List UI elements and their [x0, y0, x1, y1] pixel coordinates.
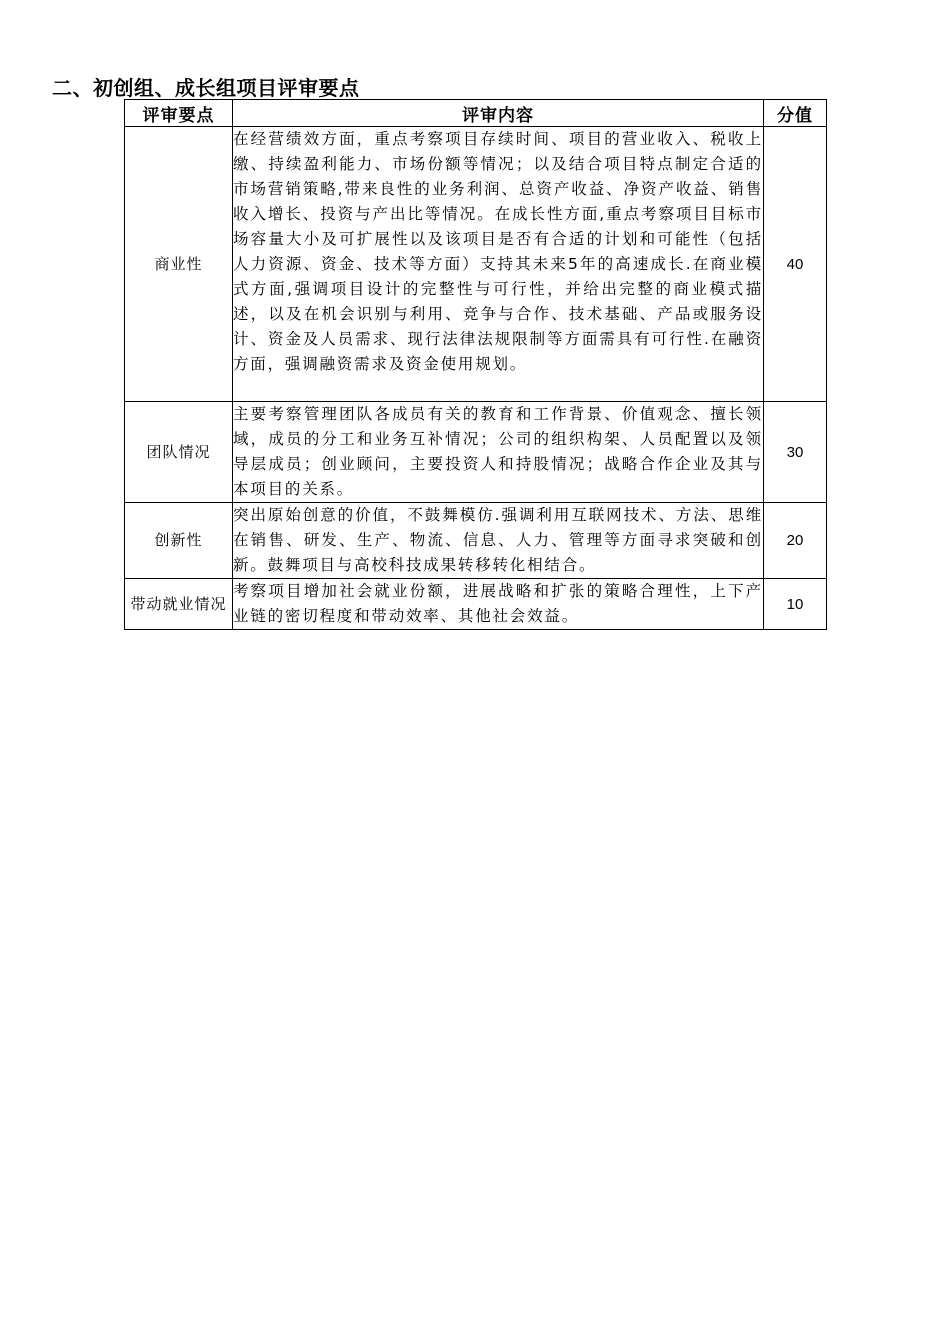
review-point-cell: 商业性 [125, 127, 233, 402]
header-review-point: 评审要点 [125, 100, 233, 127]
review-point-cell: 带动就业情况 [125, 579, 233, 630]
review-point-cell: 团队情况 [125, 402, 233, 503]
score-cell: 30 [764, 402, 827, 503]
table-row [125, 402, 827, 503]
score-cell: 20 [764, 503, 827, 579]
review-content-cell: 在经营绩效方面，重点考察项目存续时间、项目的营业收入、税收上缴、持续盈利能力、市场份额等情况；以及结合项目特点制定合适的市场营销策略,带来良性的业务利润、总资产收益、净资产收益、销售收入增长、投资与产出比等情况。在成长性方面,重点考察项目目标市场容量大小及可扩展性以及该项目是否有合适的计划和可能性（包括人力资源、资金、技术等方面）支持其未来5年的高速成长.在商业模式方面,强调项目设计的完整性与可行性，并给出完整的商业模式描述，以及在机会识别与利用、竞争与合作、技术基础、产品或服务设计、资金及人员需求、现行法律法规限制等方面需具有可行性.在融资方面，强调融资需求及资金使用规划。 [233, 127, 764, 402]
header-score: 分值 [764, 100, 827, 127]
review-criteria-table [124, 99, 827, 630]
section-title: 二、初创组、成长组项目评审要点 [52, 76, 360, 100]
review-content-cell: 突出原始创意的价值，不鼓舞模仿.强调利用互联网技术、方法、思维在销售、研发、生产、物流、信息、人力、管理等方面寻求突破和创新。鼓舞项目与高校科技成果转移转化相结合。 [233, 503, 764, 579]
header-review-content: 评审内容 [233, 100, 764, 127]
review-content-cell: 考察项目增加社会就业份额，进展战略和扩张的策略合理性，上下产业链的密切程度和带动效率、其他社会效益。 [233, 579, 764, 630]
review-point-cell: 创新性 [125, 503, 233, 579]
table-row [125, 579, 827, 630]
score-cell: 40 [764, 127, 827, 402]
review-content-cell: 主要考察管理团队各成员有关的教育和工作背景、价值观念、擅长领域，成员的分工和业务互补情况；公司的组织构架、人员配置以及领导层成员；创业顾问，主要投资人和持股情况；战略合作企业及其与本项目的关系。 [233, 402, 764, 503]
table-row [125, 503, 827, 579]
table-row [125, 127, 827, 402]
table-header-row [125, 100, 827, 127]
score-cell: 10 [764, 579, 827, 630]
